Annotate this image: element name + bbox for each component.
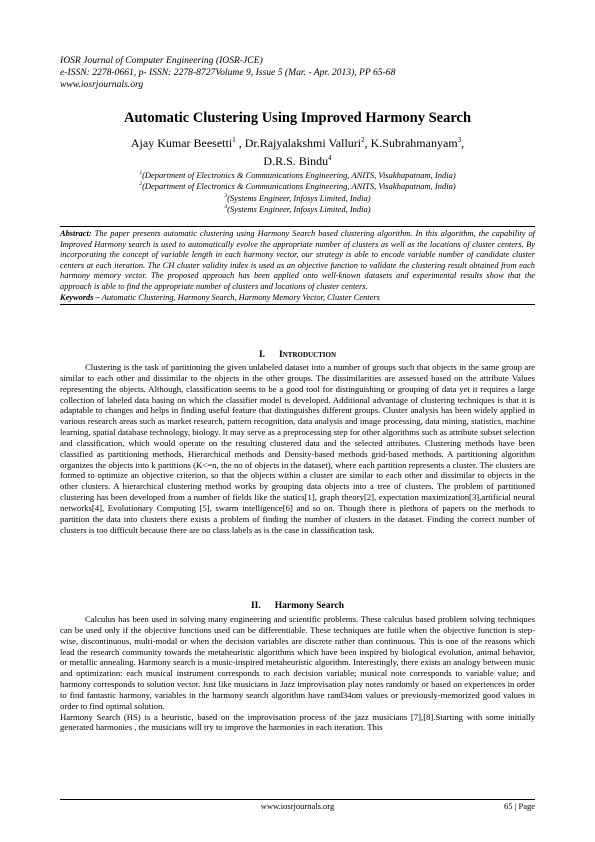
abstract-label: Abstract: bbox=[60, 229, 92, 238]
section-number: I. bbox=[258, 350, 266, 360]
footer-url[interactable]: www.iosrjournals.org bbox=[260, 801, 335, 811]
section-title: Introduction bbox=[279, 350, 337, 360]
affiliation-item bbox=[60, 170, 535, 181]
body-paragraph: Clustering is the task of partitioning the given unlabeled dataset into a number of groups such that objects in the same group are similar to each other and dissimilar to the objects in the other groups. The dissimilarities are assessed based on the attribute Values representing the objects. Although, classification seems to be a good tool for distinguishing or grouping of data yet it requires a large collection of labeled data basing on which the classifier model is developed. Additional advantage of clustering techniques is that it is adaptable to changes and helps in finding useful feature that distinguishes different groups. Cluster analysis has been widely applied in various research areas such as market research, pattern recognition, data analysis and image processing, data mining, statistics, machine learning, spatial database technology, biology. It may serve as a preprocessing step for other algorithms such as attribute subset selection and classification, which would operate on the resulting clustered data and the selected attributes. Clustering methods have been classified as partitioning methods, Hierarchical methods and Density-based methods grid-based methods. A partitioning algorithm organizes the objects into k partitions (K<=n, the no of objects in the dataset), where each partition represents a cluster. The clusters are formed to optimize an objective criterion, so that the objects within a cluster are similar to each other and dissimilar to objects in the other clusters. A hierarchical clustering method works by grouping data objects into a tree of clusters. The problem of partitioned clustering has been developed from a number of fields like the statics[1], graph theory[2], expectation maximization[3],artificial neural networks[4], Evolutionary Computing [5], swarm intelligence[6] and so on. Though there is plethora of papers on the methods to partition the data into clusters there exists a problem of finding the number of clusters in the dataset. Finding the correct number of clusters is too difficult because there are no class labels as is the case in classification task. bbox=[60, 362, 535, 535]
affiliation-item bbox=[60, 204, 535, 215]
section-heading-introduction bbox=[60, 350, 535, 360]
section-heading-harmony-search bbox=[60, 601, 535, 611]
section-body-introduction bbox=[60, 362, 535, 536]
author-2: , Dr.Rajyalakshmi Valluri bbox=[235, 136, 362, 150]
abstract-paragraph bbox=[60, 229, 535, 293]
body-paragraph: Calculus has been used in solving many engineering and scientific problems. These calculus based problem solving techniques can be used only if the objective functions used can be differentiable. These techniques are futile when the objective function is step-wise, discontinuous, multi-modal or when the decision variables are discrete rather than continuous. This is one of the reasons which lead the research community towards the metaheuristic algorithms which have been inspired by biological evolution, animal behavior, or metallic annealing. Harmony search is a music-inspired metaheuristic algorithm. Interestingly, there exists an analogy between music and optimization: each musical instrument corresponds to each decision variable; musical note corresponds to variable value; and harmony corresponds to solution vector. Just like musicians in Jazz improvisation play notes randomly or based on experiences in order to find fantastic harmony, variables in the harmony search algorithm have rand34om values or previously-memorized good values in order to find optimal solution. bbox=[60, 614, 535, 711]
section-title: Harmony Search bbox=[274, 601, 344, 611]
author-4: D.R.S. Bindu bbox=[263, 154, 329, 168]
journal-site[interactable]: www.iosrjournals.org bbox=[60, 79, 144, 90]
affiliation-item bbox=[60, 181, 535, 192]
author-2-sup: 2 bbox=[361, 136, 365, 144]
affiliation-text: (Department of Electronics & Communications Engineering, ANITS, Visakhapatnam, India) bbox=[142, 181, 456, 192]
section-number: II. bbox=[250, 601, 261, 611]
paper-title: Automatic Clustering Using Improved Harmony Search bbox=[123, 110, 472, 126]
body-paragraph: Harmony Search (HS) is a heuristic, based on the improvisation process of the jazz musicians [7],[8].Starting with some initially generated harmonies , the musicians will try to improve the harmonies in each iteration. This bbox=[60, 711, 535, 733]
journal-issn: e-ISSN: 2278-0661, p- ISSN: 2278-8727Volume 9, Issue 5 (Mar. - Apr. 2013), PP 65-68 bbox=[60, 67, 396, 78]
author-3: , K.Subrahmanyam bbox=[364, 136, 458, 150]
affiliation-text: (Systems Engineer, Infosys Limited, India) bbox=[227, 203, 371, 214]
footer-page-number: 65 | Page bbox=[504, 801, 535, 811]
affiliation-sup: 1 bbox=[139, 170, 143, 177]
affiliation-text: (Department of Electronics & Communications Engineering, ANITS, Visakhapatnam, India) bbox=[142, 170, 456, 180]
journal-header bbox=[60, 55, 540, 91]
author-3-sup: 3 bbox=[457, 136, 462, 144]
author-1-sup: 1 bbox=[232, 136, 236, 144]
journal-name: IOSR Journal of Computer Engineering (IOSR-JCE) bbox=[60, 55, 263, 66]
author-3-comma: , bbox=[461, 136, 465, 150]
author-list bbox=[60, 134, 535, 170]
section-body-harmony-search bbox=[60, 614, 535, 733]
footer-rule bbox=[60, 799, 535, 800]
keywords-line bbox=[60, 293, 535, 304]
affiliation-item bbox=[60, 193, 535, 204]
affiliation-sup: 2 bbox=[139, 181, 143, 188]
affiliation-sup: 3 bbox=[224, 192, 228, 199]
affiliation-text: (Systems Engineer, Infosys Limited, India) bbox=[227, 192, 371, 203]
keywords-text: Automatic Clustering, Harmony Search, Harmony Memory Vector, Cluster Centers bbox=[99, 292, 380, 302]
author-4-sup: 4 bbox=[328, 154, 332, 162]
keywords-label: Keywords – bbox=[60, 292, 100, 302]
abstract-box bbox=[60, 226, 535, 305]
affiliations bbox=[60, 170, 535, 215]
affiliation-sup: 4 bbox=[224, 204, 228, 211]
abstract-text: The paper presents automatic clustering using Harmony Search based clustering algorithm. In this algorithm, the capability of Improved Harmony search is used to automatically evolve the appropriate number of clusters as well as the locations of cluster centers. By incorporating the concept of variable length in each harmony vector, our strategy is able to encode variable number of candidate cluster centers at each iteration. The CH cluster validity index is used as an objective function to validate the clustering result obtained from each harmony memory vector. The proposed approach has been applied onto well-known datasets and experimental results show that the approach is able to find the appropriate number of clusters and locations of cluster centers. bbox=[60, 229, 535, 291]
author-1: Ajay Kumar Beesetti bbox=[130, 136, 233, 150]
